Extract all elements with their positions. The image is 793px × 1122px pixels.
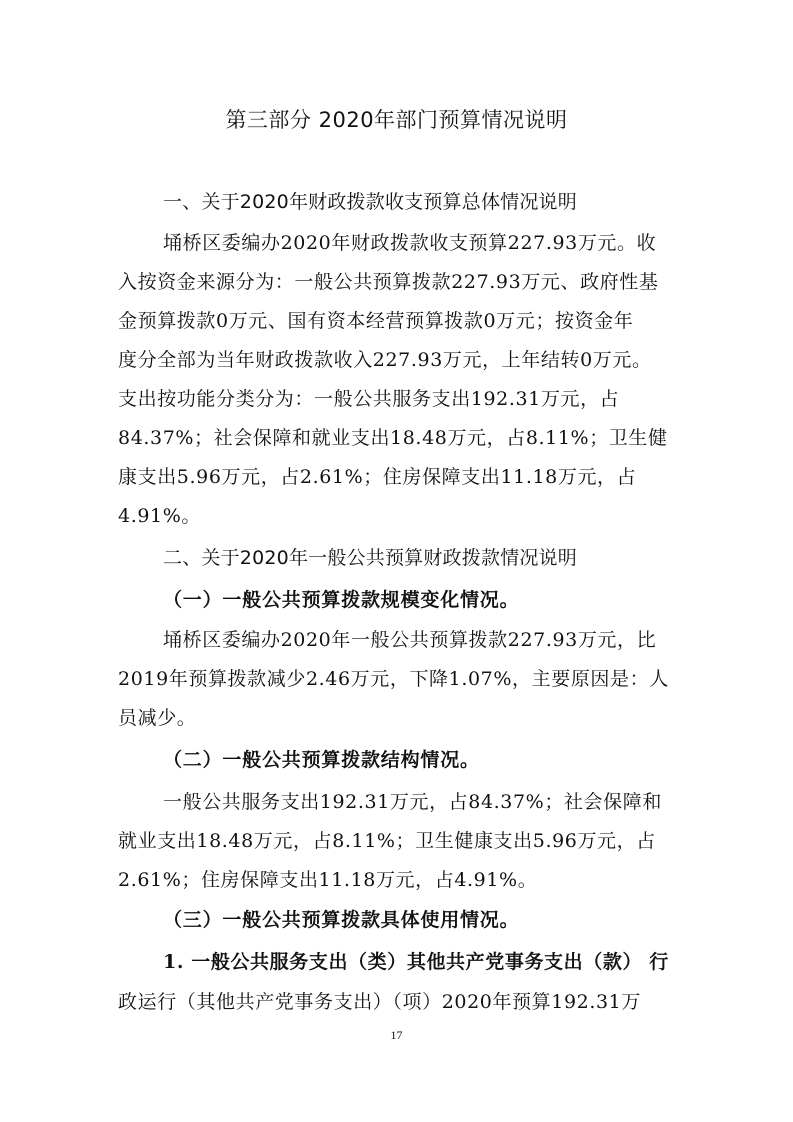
body-line: 4.91%。 (118, 505, 201, 527)
body-line: 2019年预算拨款减少2.46万元，下降1.07%，主要原因是：人 (118, 668, 669, 690)
body-line: 一般公共服务支出192.31万元，占84.37%；社会保障和 (163, 791, 662, 813)
page-number: 17 (390, 1028, 403, 1042)
body-line: 埇桥区委编办2020年一般公共预算拨款227.93万元，比 (163, 629, 657, 651)
subsection-heading-3: （三）一般公共预算拨款具体使用情况。 (163, 909, 520, 931)
subsection-heading-2: （二）一般公共预算拨款结构情况。 (163, 749, 480, 771)
body-line: 84.37%；社会保障和就业支出18.48万元，占8.11%；卫生健 (118, 427, 668, 449)
body-line: 支出按功能分类分为：一般公共服务支出192.31万元，占 (118, 388, 620, 410)
body-line: 员减少。 (118, 707, 197, 729)
section-heading-1: 一、关于2020年财政拨款收支预算总体情况说明 (163, 191, 577, 213)
section-heading-2: 二、关于2020年一般公共预算财政拨款情况说明 (163, 547, 577, 569)
subsection-heading-1: （一）一般公共预算拨款规模变化情况。 (163, 589, 520, 611)
body-line: 政运行（其他共产党事务支出）（项）2020年预算192.31万 (118, 991, 641, 1013)
body-line: 2.61%；住房保障支出11.18万元，占4.91%。 (118, 869, 538, 891)
body-line: 入按资金来源分为：一般公共预算拨款227.93万元、政府性基 (118, 271, 659, 293)
page-title: 第三部分 2020年部门预算情况说明 (225, 108, 568, 132)
item-heading: 1. 一般公共服务支出（类）其他共产党事务支出（款） 行 (163, 951, 669, 973)
body-line: 度分全部为当年财政拨款收入227.93万元，上年结转0万元。 (118, 349, 652, 371)
body-line: 埇桥区委编办2020年财政拨款收支预算227.93万元。收 (163, 232, 657, 254)
body-line: 康支出5.96万元，占2.61%；住房保障支出11.18万元，占 (118, 466, 637, 488)
body-line: 金预算拨款0万元、国有资本经营预算拨款0万元；按资金年 (118, 310, 634, 332)
body-line: 就业支出18.48万元，占8.11%；卫生健康支出5.96万元，占 (118, 830, 656, 852)
